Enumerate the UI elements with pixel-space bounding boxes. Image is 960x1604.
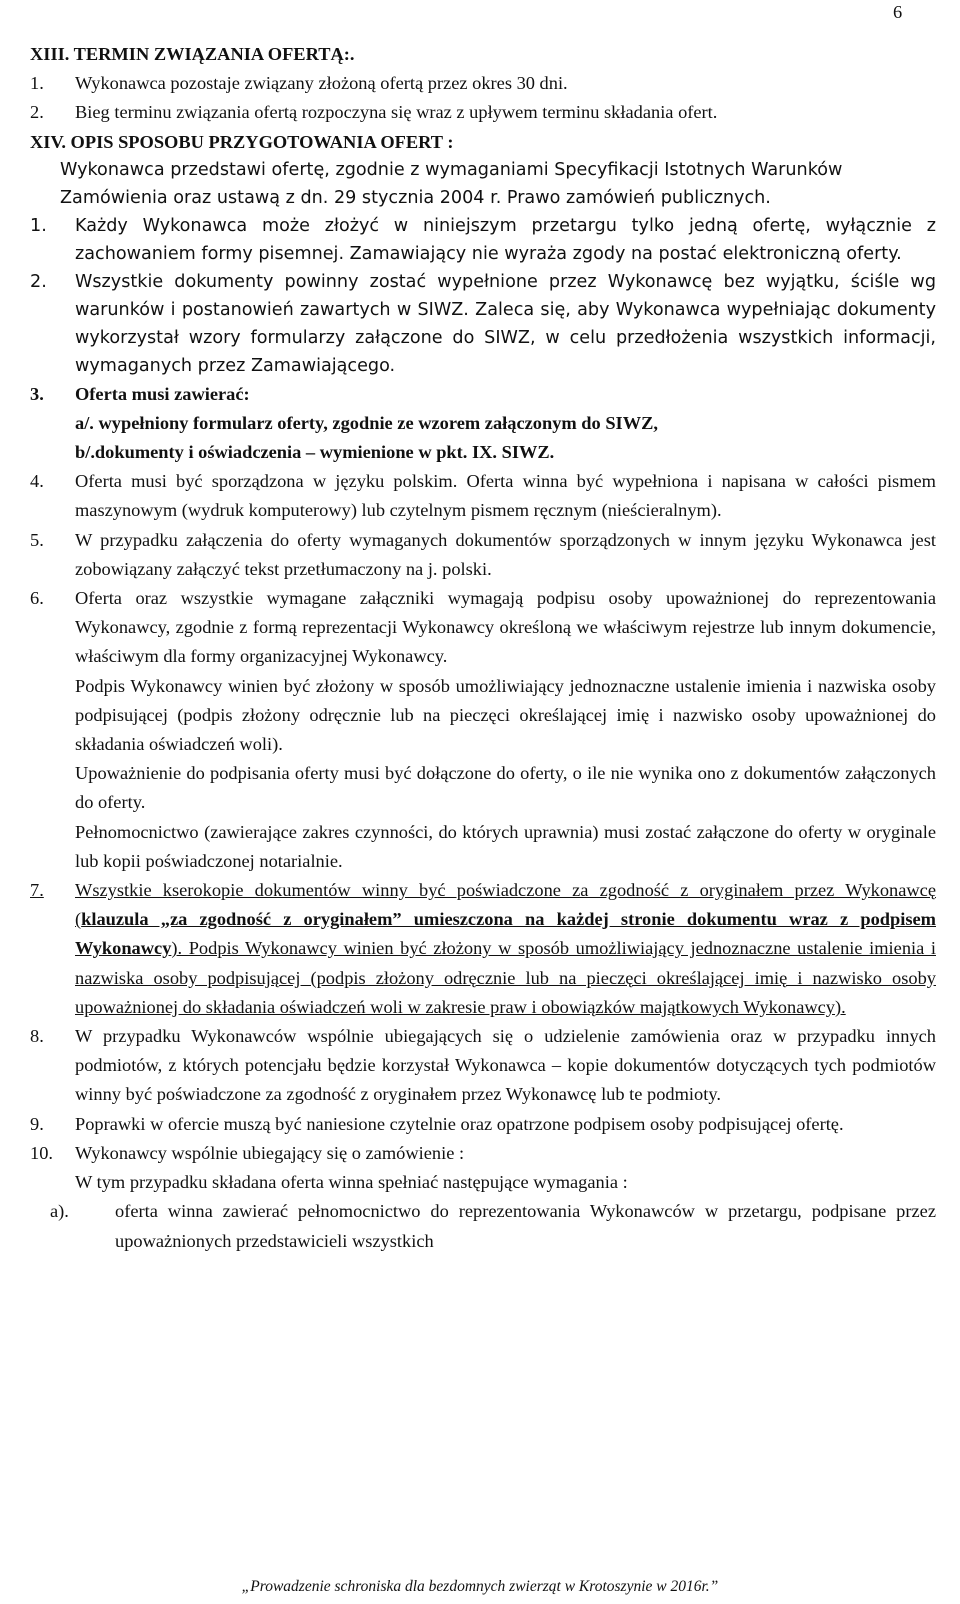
item-text: Wykonawca pozostaje związany złożoną ofertą przez okres 30 dni. xyxy=(75,73,568,94)
paragraph-10-main: Wykonawcy wspólnie ubiegający się o zamówienie : xyxy=(75,1142,465,1163)
section-13-heading: XIII. TERMIN ZWIĄZANIA OFERTĄ:. xyxy=(30,44,355,64)
paragraph-number: 8. xyxy=(30,1026,44,1047)
document-body xyxy=(30,40,936,1256)
paragraph-number: 2. xyxy=(30,271,47,292)
letter-marker: a). xyxy=(50,1201,69,1222)
letter-text: oferta winna zawierać pełnomocnictwo do reprezentowania Wykonawców w przetargu, podpisane przez upoważnionych przedstawicieli wszystkich xyxy=(115,1201,936,1251)
paragraph-9 xyxy=(30,1110,936,1139)
paragraph-number: 9. xyxy=(30,1113,44,1134)
footer: „Prowadzenie schroniska dla bezdomnych zwierząt w Krotoszynie w 2016r.” xyxy=(241,1578,719,1595)
item-number: 1. xyxy=(30,73,44,94)
paragraph-text xyxy=(75,584,936,876)
paragraph-6 xyxy=(30,584,936,876)
section-14-intro: Wykonawca przedstawi ofertę, zgodnie z wymaganiami Specyfikacji Istotnych Warunków Zamówienia oraz ustawą z dn. 29 stycznia 2004 r. Prawo zamówień publicznych. xyxy=(60,159,843,208)
paragraph-number: 1. xyxy=(30,215,47,236)
paragraph-3 xyxy=(30,380,936,409)
section-13-item-1 xyxy=(30,69,936,98)
paragraph-7 xyxy=(30,876,936,1022)
paragraph-number: 4. xyxy=(30,471,44,492)
paragraph-text: Poprawki w ofercie muszą być naniesione czytelnie oraz opatrzone podpisem osoby podpisującej ofertę. xyxy=(75,1113,844,1134)
section-14-heading: XIV. OPIS SPOSOBU PRZYGOTOWANIA OFERT : xyxy=(30,131,454,152)
paragraph-text: Wszystkie dokumenty powinny zostać wypełnione przez Wykonawcę bez wyjątku, ściśle wg warunków i postanowień zawartych w SIWZ. Zaleca się, aby Wykonawca wypełniając dokumenty wykorzystał wzory formularzy załączone do SIWZ, w celu przedłożenia wszystkich informacji, wymaganych przez Zamawiającego. xyxy=(75,271,936,376)
paragraph-number: 7. xyxy=(30,880,44,901)
paragraph-text xyxy=(75,876,936,1022)
paragraph-number: 3. xyxy=(30,383,44,404)
paragraph-6-power-of-attorney: Pełnomocnictwo (zawierające zakres czynności, do których uprawnia) musi zostać załączone do oferty w oryginale lub kopii poświadczonej notarialnie. xyxy=(75,821,936,871)
item-number: 2. xyxy=(30,102,44,123)
paragraph-10 xyxy=(30,1139,936,1197)
paragraph-7-clause: klauzula „za zgodność z oryginałem” umieszczona na każdej stronie dokumentu wraz z podpisem Wykonawcy xyxy=(75,909,936,959)
paragraph-10-requirements: W tym przypadku składana oferta winna spełniać następujące wymagania : xyxy=(75,1172,628,1193)
paragraph-4 xyxy=(30,467,936,525)
section-13-item-2 xyxy=(30,98,936,127)
paragraph-8 xyxy=(30,1022,936,1110)
paragraph-number: 5. xyxy=(30,529,44,550)
paragraph-5 xyxy=(30,526,936,584)
paragraph-7-text-a: Wszystkie kserokopie dokumentów winny być poświadczone za zgodność z oryginałem przez Wykonawcę ( xyxy=(75,880,936,930)
paragraph-text: W przypadku załączenia do oferty wymaganych dokumentów sporządzonych w innym języku Wykonawca jest zobowiązany załączyć tekst przetłumaczony na j. polski. xyxy=(75,529,936,579)
paragraph-text xyxy=(75,1139,936,1197)
paragraph-title: Oferta musi zawierać: xyxy=(75,383,250,404)
paragraph-7-text-b: ). Podpis Wykonawcy winien być złożony w sposób umożliwiający jednoznaczne ustalenie imienia i nazwiska osoby podpisującej (podpis złożony odręcznie lub na pieczęci określającej imię i nazwisko osoby upoważnionej do składania oświadczeń woli w zakresie praw i obowiązków majątkowych Wykonawcy). xyxy=(75,938,936,1017)
paragraph-1 xyxy=(30,212,936,268)
paragraph-text: W przypadku Wykonawców wspólnie ubiegających się o udzielenie zamówienia oraz w przypadku innych podmiotów, z których potencjału będzie korzystał Wykonawca – kopie dokumentów dotyczących tych podmiotów winny być poświadczone za zgodność z oryginałem przez Wykonawcę lub te podmioty. xyxy=(75,1026,936,1105)
paragraph-6-authorization: Upoważnienie do podpisania oferty musi być dołączone do oferty, o ile nie wynika ono z dokumentów załączonych do oferty. xyxy=(75,763,936,813)
section-14 xyxy=(30,128,936,380)
paragraph-6-main: Oferta oraz wszystkie wymagane załączniki wymagają podpisu osoby upoważnionej do reprezentowania Wykonawcy, zgodnie z formą reprezentacji Wykonawcy określoną we właściwym rejestrze lub innym dokumencie, właściwym dla formy organizacyjnej Wykonawcy. xyxy=(75,588,936,667)
paragraph-2 xyxy=(30,268,936,380)
paragraph-text: Oferta musi być sporządzona w języku polskim. Oferta winna być wypełniona i napisana w całości pismem maszynowym (wydruk komputerowy) lub czytelnym pismem ręcznym (nieścieralnym). xyxy=(75,471,936,521)
paragraph-number: 10. xyxy=(30,1142,53,1163)
paragraph-number: 6. xyxy=(30,588,44,609)
paragraph-3a: a/. wypełniony formularz oferty, zgodnie ze wzorem załączonym do SIWZ, xyxy=(75,412,658,433)
paragraph-3b: b/.dokumenty i oświadczenia – wymienione w pkt. IX. SIWZ. xyxy=(75,442,555,463)
paragraph-10a xyxy=(30,1197,936,1255)
paragraph-text: Każdy Wykonawca może złożyć w niniejszym przetargu tylko jedną ofertę, wyłącznie z zachowaniem formy pisemnej. Zamawiający nie wyraża zgody na postać elektroniczną oferty. xyxy=(75,215,936,264)
paragraph-6-signature: Podpis Wykonawcy winien być złożony w sposób umożliwiający jednoznaczne ustalenie imienia i nazwiska osoby podpisującej (podpis złożony odręcznie lub na pieczęci określającej imię i nazwisko osoby upoważnionej do składania oświadczeń woli). xyxy=(75,675,936,755)
page-number: 6 xyxy=(893,2,903,22)
item-text: Bieg terminu związania ofertą rozpoczyna się wraz z upływem terminu składania ofert. xyxy=(75,102,718,123)
